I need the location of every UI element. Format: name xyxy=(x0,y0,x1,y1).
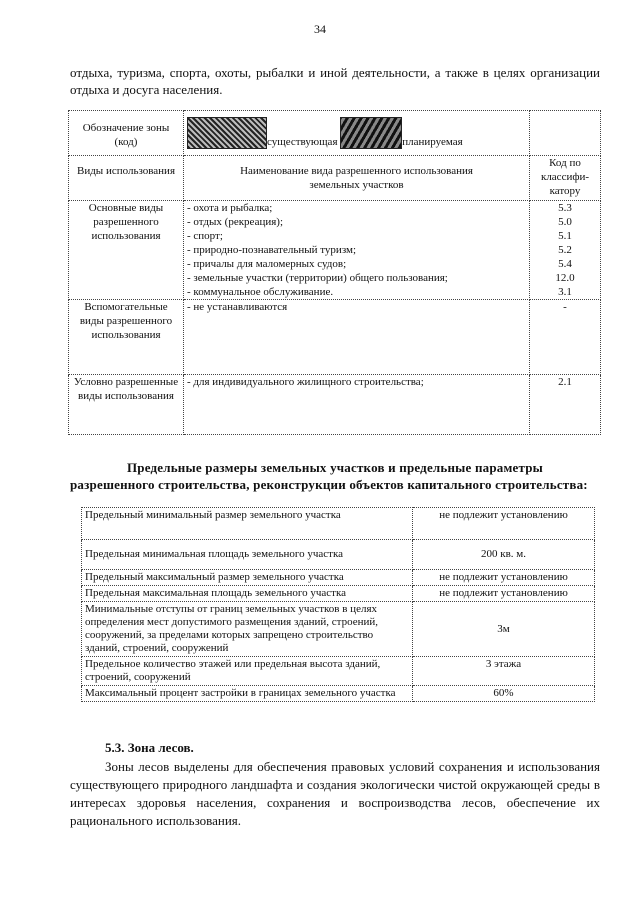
list-item: - земельные участки (территории) общего пользования; xyxy=(187,272,448,284)
row-codes xyxy=(530,300,601,375)
header-code: Код по классифи-катору xyxy=(530,156,601,201)
row-items xyxy=(184,375,530,435)
legend-existing: существующая xyxy=(267,136,338,148)
table-row xyxy=(82,686,595,702)
table-row xyxy=(69,300,601,375)
row-category: Основные виды разрешенного использования xyxy=(69,201,184,300)
param-name: Предельная максимальная площадь земельного участка xyxy=(82,586,413,602)
list-item: - природно-познавательный туризм; xyxy=(187,244,357,256)
table-row xyxy=(82,657,595,686)
legend-label: Обозначение зоны (код) xyxy=(69,111,184,156)
table-row xyxy=(82,586,595,602)
params-title-line: Предельные размеры земельных участков и предельные параметры xyxy=(126,460,544,475)
param-name: Предельный максимальный размер земельного участка xyxy=(82,570,413,586)
section-title: 5.3. Зона лесов. xyxy=(105,740,194,755)
header-row xyxy=(69,156,601,201)
param-value: не подлежит установлению xyxy=(413,586,595,602)
list-item: - коммунальное обслуживание. xyxy=(187,286,334,298)
param-name: Максимальный процент застройки в границах земельного участка xyxy=(82,686,413,702)
use-types-table xyxy=(68,110,601,435)
row-items xyxy=(184,201,530,300)
code-value: 2.1 xyxy=(558,376,572,388)
table-row xyxy=(82,508,595,540)
table-row xyxy=(82,570,595,586)
param-value: 60% xyxy=(413,686,595,702)
code-value: - xyxy=(563,301,567,313)
param-name: Минимальные отступы от границ земельных участков в целях определения мест допустимого размещения зданий, строений, сооружений, за пределами которых запрещено строительство зданий, строений, сооружений xyxy=(82,602,413,657)
code-value: 5.4 xyxy=(558,258,572,270)
param-value: 3 этажа xyxy=(413,657,595,686)
planned-zone-hatch-icon xyxy=(340,117,402,149)
row-codes xyxy=(530,375,601,435)
legend-planned: планируемая xyxy=(402,136,463,148)
row-category: Условно разрешенные виды использования xyxy=(69,375,184,435)
intro-paragraph: отдыха, туризма, спорта, охоты, рыбалки и иной деятельности, а также в целях организации отдыха и досуга населения. xyxy=(70,65,600,97)
code-value: 5.0 xyxy=(558,216,572,228)
legend-row xyxy=(69,111,601,156)
section-paragraph: Зоны лесов выделены для обеспечения правовых условий сохранения и использования существующего природного ландшафта и создания экологически чистой окружающей среды в интересах здоровья населения, сохранения и воспроизводства лесов, обеспечение их рационального использования. xyxy=(70,759,600,828)
param-name: Предельный минимальный размер земельного участка xyxy=(82,508,413,540)
code-value: 5.3 xyxy=(558,202,572,214)
params-table xyxy=(81,507,595,702)
table-row xyxy=(69,201,601,300)
legend-empty-cell xyxy=(530,111,601,156)
row-items xyxy=(184,300,530,375)
header-name: Наименование вида разрешенного использования земельных участков xyxy=(184,156,530,201)
param-value: не подлежит установлению xyxy=(413,508,595,540)
page-number: 34 xyxy=(314,22,326,36)
list-item: - охота и рыбалка; xyxy=(187,202,273,214)
params-title xyxy=(70,459,600,493)
list-item: - отдых (рекреация); xyxy=(187,216,284,228)
list-item: - спорт; xyxy=(187,230,223,242)
table-row xyxy=(82,540,595,570)
params-title-line: разрешенного строительства, реконструкции объектов капитального строительства: xyxy=(70,477,588,492)
legend-cell xyxy=(184,111,530,156)
table-row xyxy=(69,375,601,435)
param-value: не подлежит установлению xyxy=(413,570,595,586)
code-value: 3.1 xyxy=(558,286,572,298)
table-row xyxy=(82,602,595,657)
list-item: - причалы для маломерных судов; xyxy=(187,258,347,270)
code-value: 5.2 xyxy=(558,244,572,256)
existing-zone-hatch-icon xyxy=(187,117,267,149)
param-name: Предельное количество этажей или предельная высота зданий, строений, сооружений xyxy=(82,657,413,686)
param-value: 3м xyxy=(413,602,595,657)
header-types: Виды использования xyxy=(69,156,184,201)
code-value: 12.0 xyxy=(555,272,575,284)
code-value: 5.1 xyxy=(558,230,572,242)
list-item: - для индивидуального жилищного строительства; xyxy=(187,376,424,388)
row-category: Вспомогательные виды разрешенного использования xyxy=(69,300,184,375)
param-name: Предельная минимальная площадь земельного участка xyxy=(82,540,413,570)
param-value: 200 кв. м. xyxy=(413,540,595,570)
list-item: - не устанавливаются xyxy=(187,301,288,313)
row-codes xyxy=(530,201,601,300)
